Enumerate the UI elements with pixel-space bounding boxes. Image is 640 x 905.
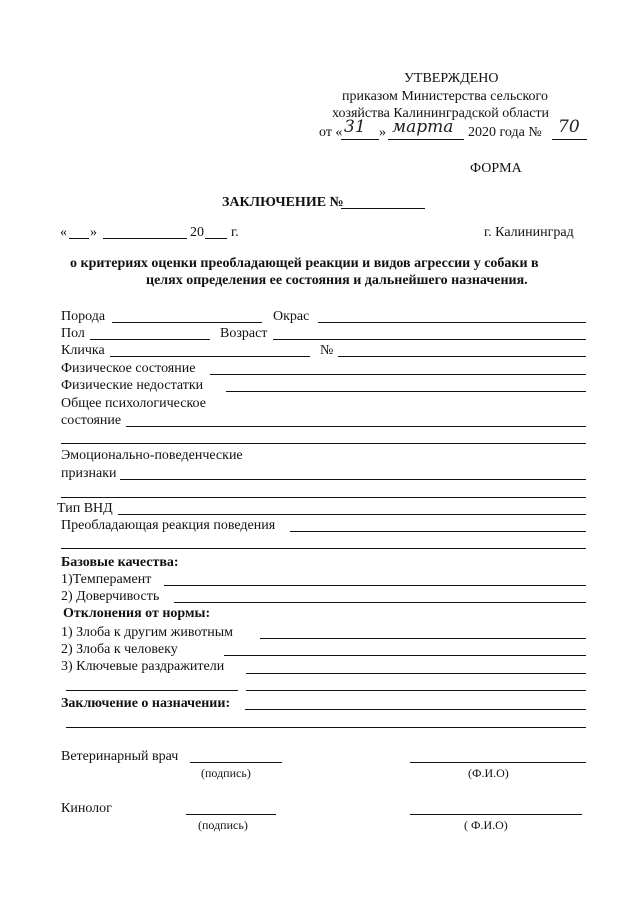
field-dominant-extra[interactable] xyxy=(61,548,586,549)
date-year-suffix: г. xyxy=(231,225,239,240)
field-trust[interactable] xyxy=(174,602,586,603)
number-underline xyxy=(552,139,587,140)
date-open-quote: « xyxy=(60,225,67,240)
field-triggers[interactable] xyxy=(246,673,586,674)
date-city: г. Калининград xyxy=(484,225,574,240)
label-trust: 2) Доверчивость xyxy=(61,589,160,604)
field-physical-defects[interactable] xyxy=(226,391,586,392)
field-name[interactable] xyxy=(110,356,310,357)
conclusion-number-line xyxy=(341,208,425,209)
day-underline xyxy=(341,139,379,140)
field-temperament[interactable] xyxy=(164,585,586,586)
field-anger-animals[interactable] xyxy=(260,638,586,639)
label-emo-1: Эмоционально-поведенческие xyxy=(61,448,243,463)
label-physical-state: Физическое состояние xyxy=(61,361,196,376)
field-emo[interactable] xyxy=(120,479,586,480)
label-number: № xyxy=(320,343,334,358)
label-psych-1: Общее психологическое xyxy=(61,396,206,411)
field-physical-state[interactable] xyxy=(210,374,586,375)
subtitle-line-1: о критериях оценки преобладающей реакции и видов агрессии у собаки в xyxy=(70,256,539,271)
vet-signature-line[interactable] xyxy=(190,762,282,763)
field-breed[interactable] xyxy=(112,322,262,323)
field-assignment[interactable] xyxy=(245,709,586,710)
date-day-line xyxy=(69,238,89,239)
base-qualities-title: Базовые качества: xyxy=(61,555,179,570)
field-sex[interactable] xyxy=(90,339,210,340)
field-dominant[interactable] xyxy=(290,531,586,532)
date-year-prefix: 20 xyxy=(190,225,204,240)
field-psych-extra[interactable] xyxy=(61,443,586,444)
label-breed: Порода xyxy=(61,309,106,324)
date-year-line xyxy=(205,238,227,239)
label-triggers: 3) Ключевые раздражители xyxy=(61,659,225,674)
approval-year: 2020 года № xyxy=(468,125,542,140)
handwritten-month: марта xyxy=(392,117,454,137)
label-sex: Пол xyxy=(61,326,85,341)
label-age: Возраст xyxy=(220,326,268,341)
field-number[interactable] xyxy=(338,356,586,357)
month-underline xyxy=(388,139,464,140)
field-assignment-extra[interactable] xyxy=(66,727,586,728)
label-anger-animals: 1) Злоба к другим животным xyxy=(61,625,234,640)
date-month-line xyxy=(103,238,187,239)
deviations-title: Отклонения от нормы: xyxy=(63,606,211,621)
label-dominant: Преобладающая реакция поведения xyxy=(61,518,276,533)
label-color: Окрас xyxy=(273,309,310,324)
label-psych-2: состояние xyxy=(61,413,122,428)
field-triggers-extra-right[interactable] xyxy=(246,690,586,691)
vet-sign-caption: (подпись) xyxy=(201,766,251,780)
label-anger-human: 2) Злоба к человеку xyxy=(61,642,178,657)
dh-sign-caption: (подпись) xyxy=(198,818,248,832)
assignment-title: Заключение о назначении: xyxy=(61,696,231,711)
vet-fio-line[interactable] xyxy=(410,762,586,763)
label-vet: Ветеринарный врач xyxy=(61,749,179,764)
date-close-quote: » xyxy=(90,225,97,240)
label-emo-2: признаки xyxy=(61,466,117,481)
handwritten-number: 70 xyxy=(558,117,580,137)
field-emo-extra[interactable] xyxy=(61,497,586,498)
approval-line-2: приказом Министерства сельского xyxy=(342,89,548,104)
field-triggers-extra-left[interactable] xyxy=(66,690,238,691)
label-dog-handler: Кинолог xyxy=(61,801,112,816)
dh-fio-caption: ( Ф.И.О) xyxy=(464,818,508,832)
approval-close-quote: » xyxy=(379,125,386,140)
approval-line-3: хозяйства Калининградской области xyxy=(332,106,550,121)
field-color[interactable] xyxy=(318,322,586,323)
label-vnd: Тип ВНД xyxy=(57,501,113,516)
dh-fio-line[interactable] xyxy=(410,814,582,815)
approval-title: УТВЕРЖДЕНО xyxy=(404,71,499,86)
form-label: ФОРМА xyxy=(470,161,522,176)
field-vnd[interactable] xyxy=(118,514,586,515)
approval-from: от « xyxy=(319,125,343,140)
field-psych[interactable] xyxy=(126,426,586,427)
label-physical-defects: Физические недостатки xyxy=(61,378,204,393)
vet-fio-caption: (Ф.И.О) xyxy=(468,766,509,780)
label-temperament: 1)Темперамент xyxy=(61,572,152,587)
field-age[interactable] xyxy=(273,339,586,340)
dh-signature-line[interactable] xyxy=(186,814,276,815)
subtitle-line-2: целях определения ее состояния и дальнейшего назначения. xyxy=(146,273,528,288)
field-anger-human[interactable] xyxy=(224,655,586,656)
label-name: Кличка xyxy=(61,343,105,358)
handwritten-day: 31 xyxy=(344,117,366,137)
conclusion-header: ЗАКЛЮЧЕНИЕ № xyxy=(222,195,344,210)
